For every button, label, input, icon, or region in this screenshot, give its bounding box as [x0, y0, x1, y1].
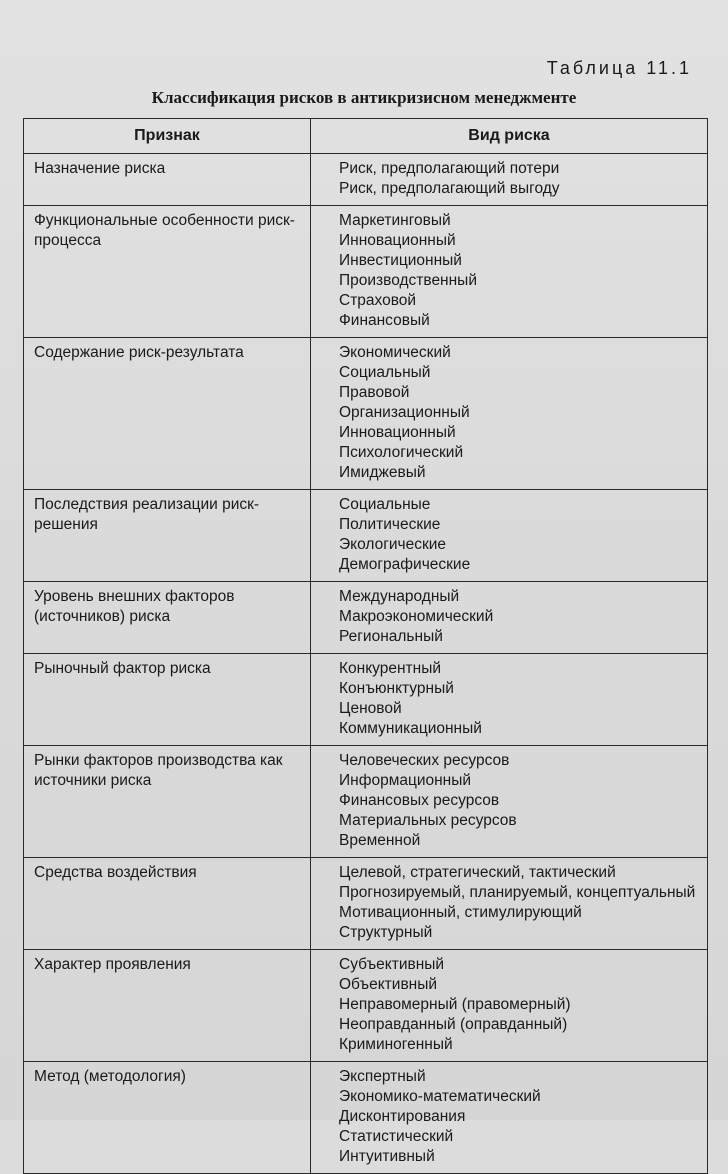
risk-kind-item: Демографические — [339, 556, 471, 573]
risk-kinds-cell — [311, 582, 708, 654]
risk-kind-item: Социальные — [339, 496, 431, 513]
risk-kind-item: Структурный — [339, 924, 433, 941]
risk-kind-item: Экономический — [339, 344, 451, 361]
table-number: Таблица 11.1 — [546, 58, 692, 78]
feature-cell — [24, 582, 311, 654]
risk-kind-item: Статистический — [339, 1128, 454, 1145]
risk-kind-item: Производственный — [339, 272, 477, 289]
risk-kind-item: Мотивационный, стимулирующий — [339, 904, 582, 921]
risk-kind-item: Психологический — [339, 444, 464, 461]
feature-text: Назначение риска — [34, 160, 166, 177]
feature-text: Последствия реализации риск-решения — [34, 496, 260, 533]
risk-kind-item: Информационный — [339, 772, 472, 789]
risk-kind-item: Временной — [339, 832, 421, 849]
feature-text: Средства воздействия — [34, 864, 197, 881]
table-row — [24, 206, 708, 338]
risk-kind-item: Экономико-математический — [339, 1088, 541, 1105]
risk-kind-item: Экспертный — [339, 1068, 426, 1085]
risk-kind-item: Инновационный — [339, 424, 456, 441]
table-row — [24, 1062, 708, 1174]
header-feature: Признак — [24, 119, 311, 154]
risk-kind-item: Коммуникационный — [339, 720, 482, 737]
risk-kinds-cell — [311, 206, 708, 338]
risk-kind-item: Конъюнктурный — [339, 680, 454, 697]
risk-kind-item: Ценовой — [339, 700, 402, 717]
risk-kind-item: Социальный — [339, 364, 431, 381]
risk-kind-item: Макроэкономический — [339, 608, 494, 625]
feature-text: Функциональные особенности риск-процесса — [34, 212, 295, 249]
feature-cell — [24, 950, 311, 1062]
risk-kind-item: Неправомерный (правомерный) — [339, 996, 571, 1013]
risk-classification-table — [23, 118, 708, 1174]
table-row — [24, 490, 708, 582]
risk-kind-item: Финансовый — [339, 312, 430, 329]
table-row — [24, 154, 708, 206]
risk-kind-item: Политические — [339, 516, 441, 533]
risk-kind-item: Региональный — [339, 628, 443, 645]
risk-kind-item: Человеческих ресурсов — [339, 752, 510, 769]
risk-kinds-cell — [311, 654, 708, 746]
risk-kind-item: Инвестиционный — [339, 252, 462, 269]
table-row — [24, 654, 708, 746]
feature-cell — [24, 490, 311, 582]
table-row — [24, 338, 708, 490]
risk-kind-item: Экологические — [339, 536, 447, 553]
risk-kinds-cell — [311, 1062, 708, 1174]
risk-kind-item: Правовой — [339, 384, 410, 401]
feature-cell — [24, 858, 311, 950]
table-header-row — [24, 119, 708, 154]
table-row — [24, 582, 708, 654]
risk-kinds-cell — [311, 154, 708, 206]
risk-kinds-cell — [311, 858, 708, 950]
feature-text: Метод (методология) — [34, 1068, 186, 1085]
feature-cell — [24, 154, 311, 206]
risk-kind-item: Целевой, стратегический, тактический — [339, 864, 616, 881]
feature-text: Уровень внешних факторов (источников) риска — [34, 588, 235, 625]
feature-text: Характер проявления — [34, 956, 191, 973]
risk-kinds-cell — [311, 490, 708, 582]
risk-kind-item: Прогнозируемый, планируемый, концептуальный — [339, 884, 696, 901]
risk-kind-item: Риск, предполагающий потери — [339, 160, 560, 177]
risk-kind-item: Имиджевый — [339, 464, 426, 481]
risk-kinds-cell — [311, 746, 708, 858]
feature-text: Рыночный фактор риска — [34, 660, 211, 677]
risk-kind-item: Объективный — [339, 976, 438, 993]
feature-cell — [24, 1062, 311, 1174]
risk-kind-item: Риск, предполагающий выгоду — [339, 180, 560, 197]
risk-kind-item: Финансовых ресурсов — [339, 792, 500, 809]
risk-kind-item: Инновационный — [339, 232, 456, 249]
feature-cell — [24, 206, 311, 338]
risk-kind-item: Маркетинговый — [339, 212, 451, 229]
feature-text: Содержание риск-результата — [34, 344, 244, 361]
risk-kind-item: Материальных ресурсов — [339, 812, 517, 829]
risk-kind-item: Конкурентный — [339, 660, 441, 677]
risk-kind-item: Страховой — [339, 292, 417, 309]
risk-kind-item: Международный — [339, 588, 460, 605]
risk-kind-item: Дисконтирования — [339, 1108, 466, 1125]
table-row — [24, 746, 708, 858]
risk-kinds-cell — [311, 950, 708, 1062]
feature-cell — [24, 654, 311, 746]
risk-kind-item: Интуитивный — [339, 1148, 435, 1165]
header-kind: Вид риска — [311, 119, 708, 154]
feature-text: Рынки факторов производства как источники риска — [34, 752, 283, 789]
table-row — [24, 858, 708, 950]
table-title: Классификация рисков в антикризисном менеджменте — [151, 88, 577, 107]
feature-cell — [24, 338, 311, 490]
table-row — [24, 950, 708, 1062]
risk-kind-item: Субъективный — [339, 956, 445, 973]
risk-kinds-cell — [311, 338, 708, 490]
risk-kind-item: Организационный — [339, 404, 470, 421]
feature-cell — [24, 746, 311, 858]
risk-kind-item: Криминогенный — [339, 1036, 453, 1053]
risk-kind-item: Неоправданный (оправданный) — [339, 1016, 568, 1033]
